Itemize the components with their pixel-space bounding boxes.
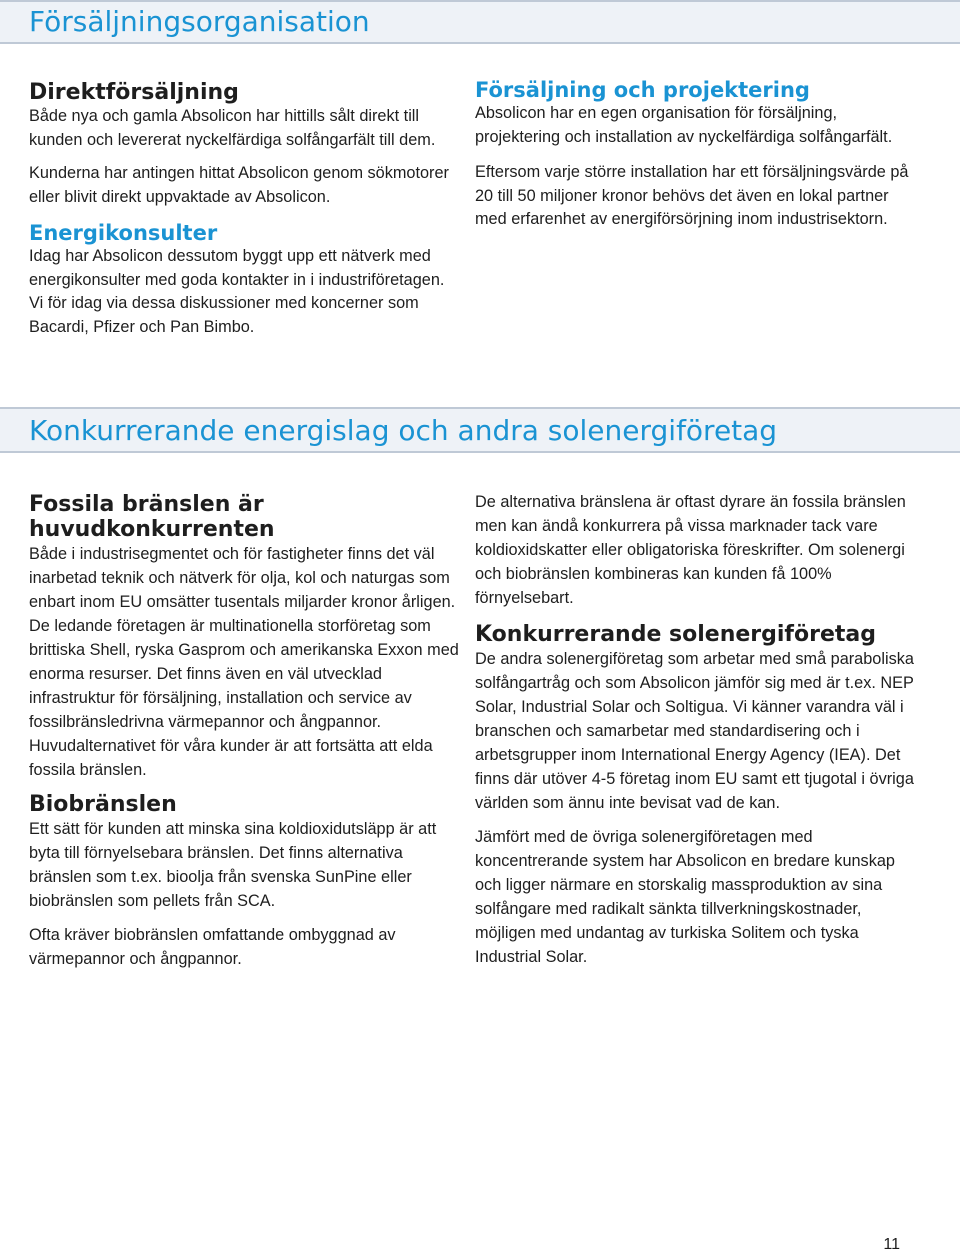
heading-fossila-branslen: Fossila bränslen är huvudkonkurrenten: [29, 492, 275, 542]
paragraph: Ofta kräver biobränslen omfattande ombyggnad av värmepannor och ångpannor.: [29, 926, 396, 968]
heading-direktforsaljning: Direktförsäljning: [29, 80, 239, 105]
paragraph: Jämfört med de övriga solenergiföretagen med koncentrerande system har Absolicon en bredare kunskap och ligger närmare en storskalig massproduktion av sina solfångare med radikalt sänkta tillverkningskostnader, möjligen med undantag av turkiska Solitem och tyska Industrial Solar.: [475, 828, 895, 966]
paragraph: Idag har Absolicon dessutom byggt upp ett nätverk med energikonsulter med goda kontakter in i industriföretagen. Vi för idag via dessa diskussioner med koncerner som Bacardi, Pfizer och Pan Bimbo.: [29, 247, 445, 336]
heading-konkurrerande-solenergiforetag: Konkurrerande solenergiföretag: [475, 622, 876, 647]
section-header-band: [0, 0, 960, 44]
section-header-band: [0, 407, 960, 453]
section-title: Konkurrerande energislag och andra solenergiföretag: [29, 414, 778, 447]
column-top-left: [29, 80, 461, 339]
paragraph: Eftersom varje större installation har ett försäljningsvärde på 20 till 50 miljoner kronor behövs det även en lokal partner med erfarenhet av energiförsörjning inom industrisektorn.: [475, 163, 909, 228]
paragraph: Ett sätt för kunden att minska sina koldioxidutsläpp är att byta till förnyelsebara bränslen. Det finns alternativa bränslen som t.ex. bioolja från svenska SunPine eller biobränslen som pellets från SCA.: [29, 820, 437, 910]
paragraph: De alternativa bränslena är oftast dyrare än fossila bränslen men kan ändå konkurrera på vissa marknader tack vare koldioxidskatter eller obligatoriska föreskrifter. Om solenergi och biobränslen kombineras kan kunden få 100% förnyelsebart.: [475, 493, 906, 607]
paragraph: Absolicon har en egen organisation för försäljning, projektering och installation av nyckelfärdiga solfångarfält.: [475, 104, 893, 146]
heading-biobranslen: Biobränslen: [29, 792, 177, 817]
heading-energikonsulter: Energikonsulter: [29, 221, 218, 245]
page-number: 11: [883, 1236, 900, 1253]
paragraph: Både i industrisegmentet och för fastigheter finns det väl inarbetad teknik och nätverk för olja, kol och naturgas som enbart inom EU omsätter tusentals miljarder kronor årligen. De ledande företagen är multinationella storföretag som brittiska Shell, ryska Gasprom och amerikanska Exxon med enorma resurser. Det finns även en väl utvecklad infrastruktur för försäljning, installation och service av fossilbränsledrivna värmepannor och ångpannor. Huvudalternativet för våra kunder är att fortsätta att elda fossila bränslen.: [29, 545, 459, 779]
column-bottom-right: [475, 490, 915, 969]
paragraph: Kunderna har antingen hittat Absolicon genom sökmotorer eller blivit direkt uppvaktade av Absolicon.: [29, 164, 449, 206]
column-top-right: [475, 78, 915, 232]
paragraph: De andra solenergiföretag som arbetar med små paraboliska solfångartråg och som Absolicon jämför sig med är t.ex. NEP Solar, Industrial Solar och Soltigua. Vi känner varandra väl i branschen och samarbetar med standardisering och i arbetsgrupper inom International Energy Agency (IEA). Det finns där utöver 4-5 företag inom EU samt ett tjugotal i övriga världen som ännu inte bevisat vad de kan.: [475, 650, 914, 812]
paragraph: Både nya och gamla Absolicon har hittills sålt direkt till kunden och levererat nyckelfärdiga solfångarfält till dem.: [29, 107, 436, 149]
heading-forsaljning-projektering: Försäljning och projektering: [475, 78, 810, 102]
column-bottom-left: [29, 492, 461, 971]
page-title: Försäljningsorganisation: [29, 5, 370, 38]
